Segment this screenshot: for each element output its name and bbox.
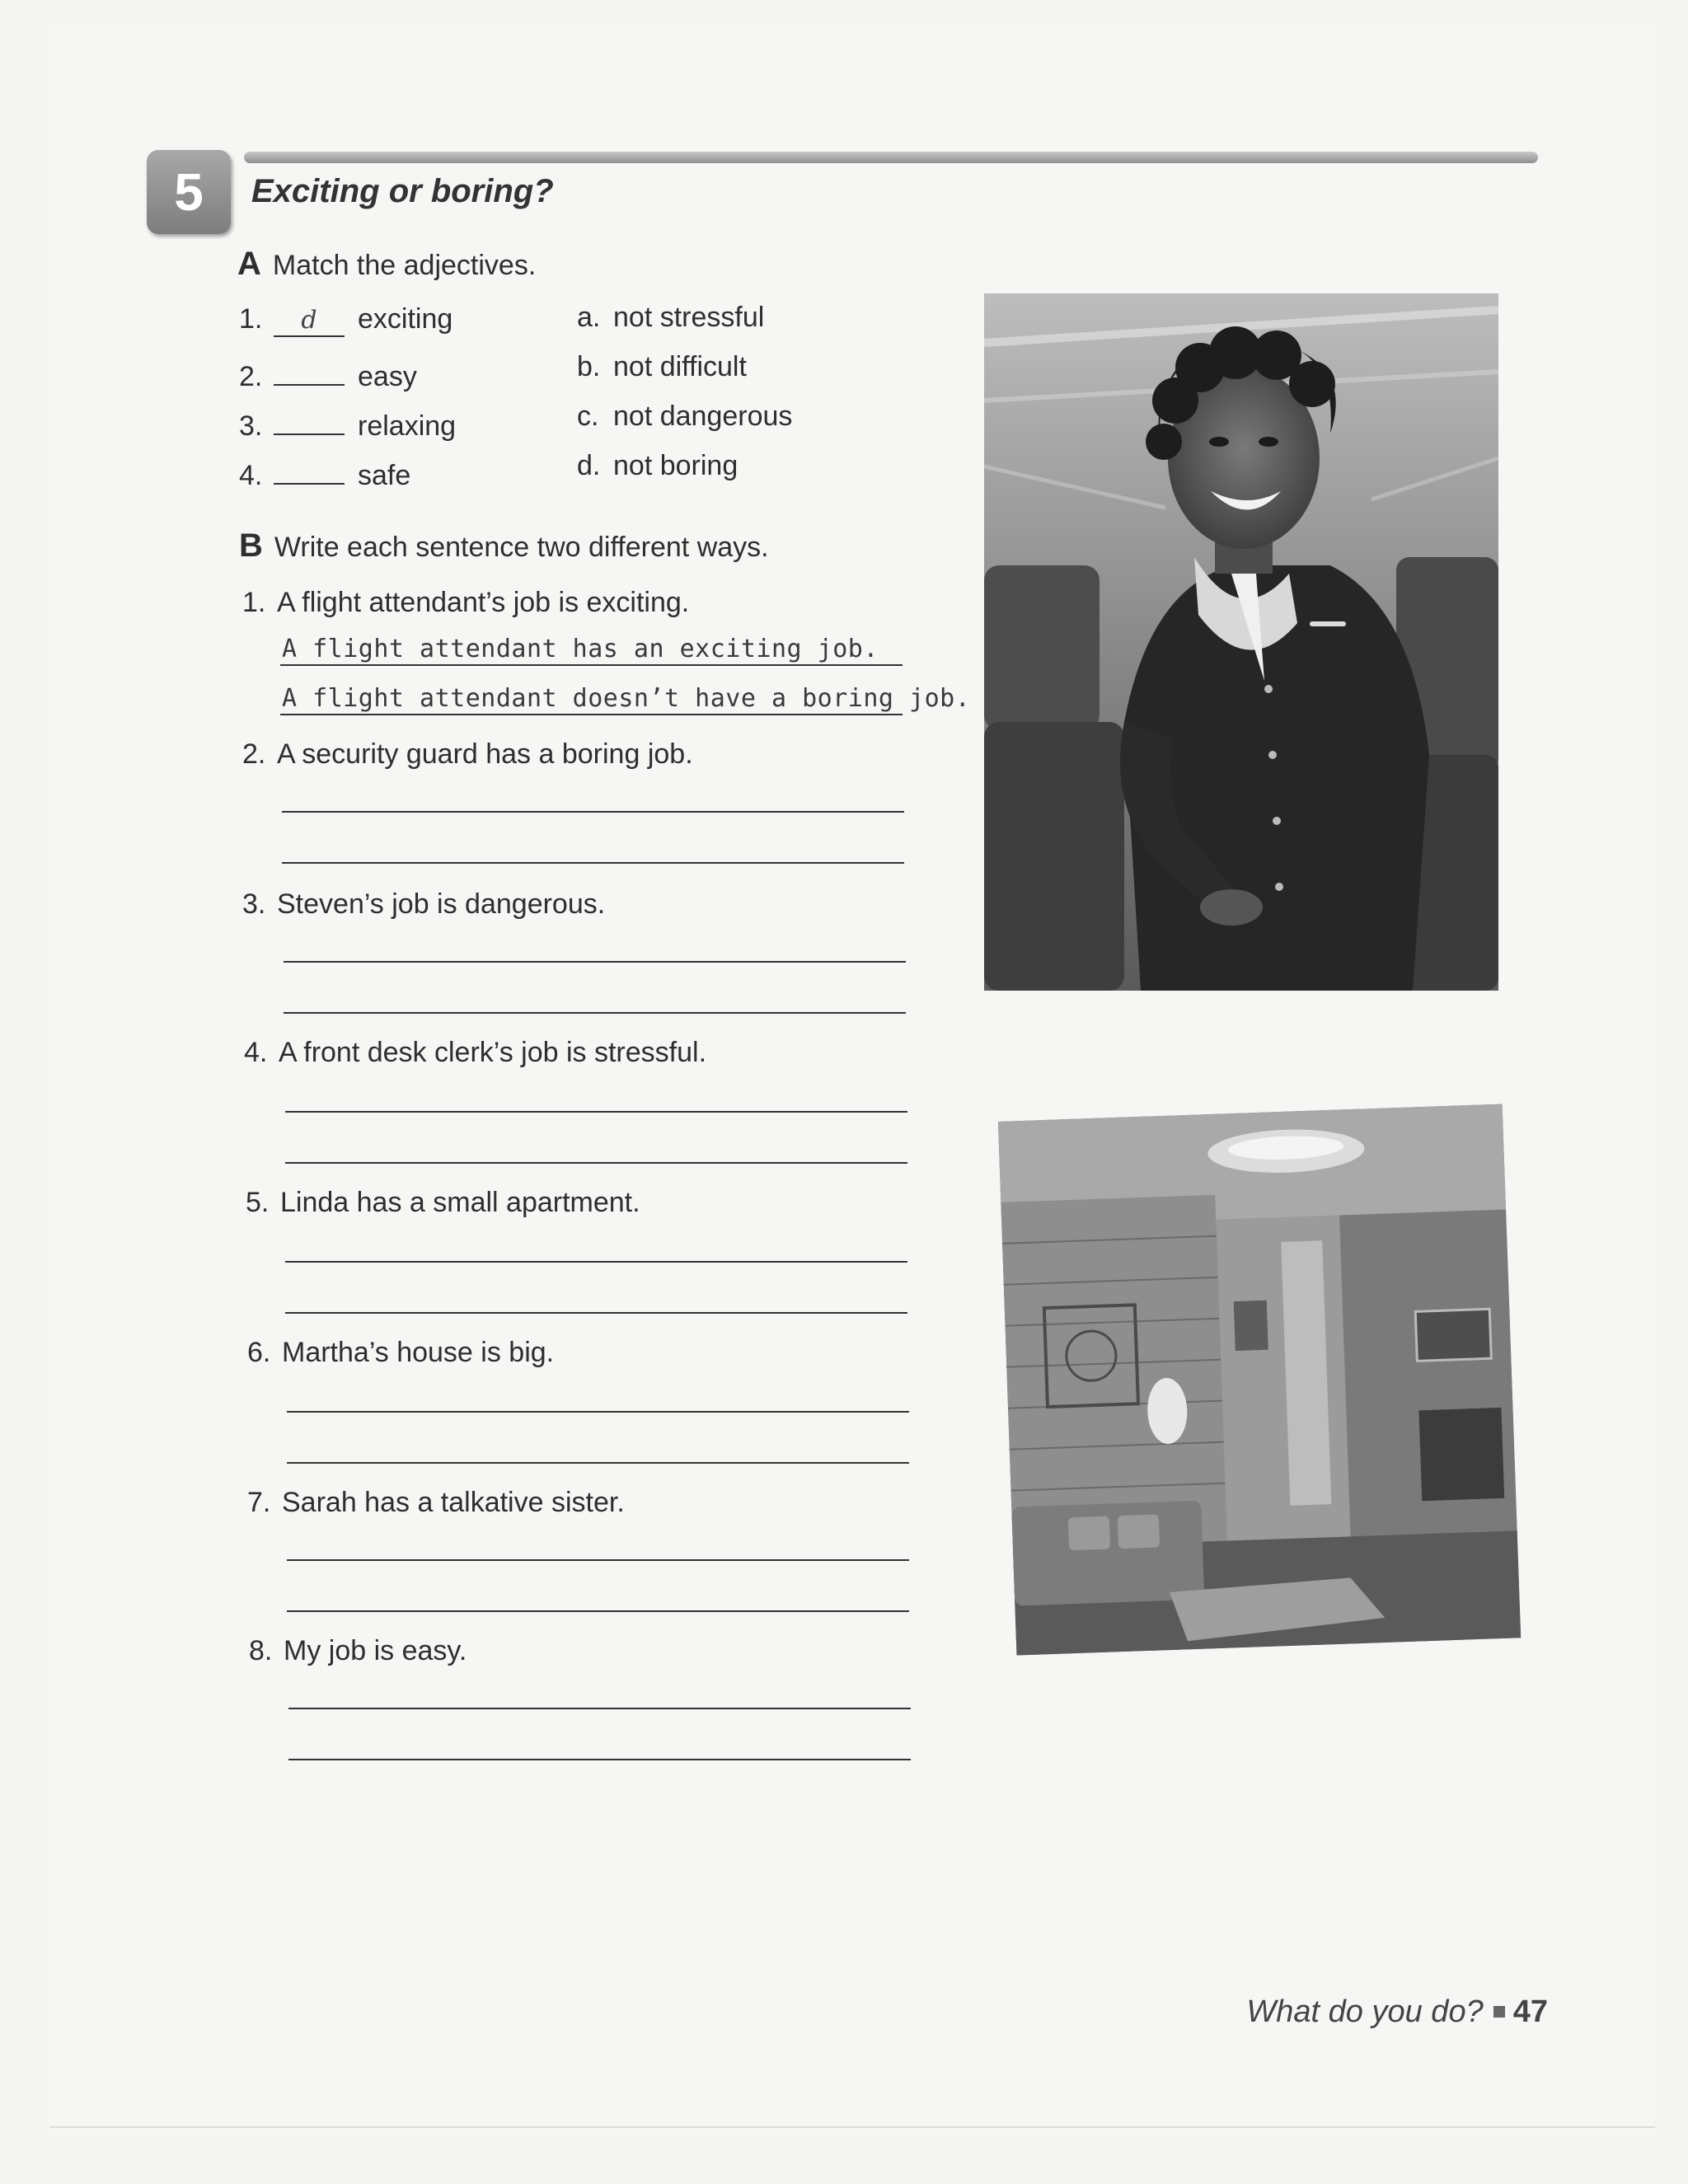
match-answer-blank[interactable]: d <box>274 306 345 337</box>
section-a-heading <box>237 246 536 283</box>
match-answer-blank[interactable] <box>274 453 345 485</box>
question-text: A front desk clerk’s job is stressful. <box>279 1037 707 1068</box>
match-answer-blank[interactable] <box>274 404 345 435</box>
page-number: 47 <box>1512 1994 1548 2029</box>
question-item: 2. A security guard has a boring job. <box>242 738 693 770</box>
answer-line[interactable] <box>288 1708 911 1709</box>
answer-line[interactable] <box>282 811 904 813</box>
question-text: Linda has a small apartment. <box>280 1187 640 1218</box>
question-text: Steven’s job is dangerous. <box>277 888 606 920</box>
exercise-number: 5 <box>174 162 204 222</box>
match-word: easy <box>358 361 417 392</box>
match-answer-blank[interactable] <box>274 354 345 386</box>
question-item: 7. Sarah has a talkative sister. <box>247 1487 625 1518</box>
answer-line[interactable] <box>280 714 903 715</box>
answer-line[interactable] <box>288 1759 911 1760</box>
match-word: relaxing <box>358 410 457 442</box>
match-item: 1. d exciting <box>239 303 452 337</box>
question-text: A security guard has a boring job. <box>277 738 693 770</box>
match-option: d. not boring <box>577 450 738 481</box>
question-text: A flight attendant’s job is exciting. <box>277 587 690 618</box>
section-b-letter: B <box>239 527 263 564</box>
section-b-instruction: Write each sentence two different ways. <box>274 532 769 563</box>
match-word: safe <box>358 460 411 491</box>
question-item: 5. Linda has a small apartment. <box>246 1187 640 1218</box>
question-item: 3. Steven’s job is dangerous. <box>242 888 606 920</box>
answer-line[interactable] <box>285 1312 907 1314</box>
header-rule <box>244 152 1538 163</box>
apartment-interior-photo <box>989 1094 1533 1663</box>
bottom-rule <box>49 2126 1655 2128</box>
footer-square-icon <box>1493 2006 1505 2018</box>
page-footer <box>1246 1994 1548 2030</box>
match-option: a. not stressful <box>577 302 765 333</box>
flight-attendant-photo <box>984 293 1498 991</box>
match-item: 4. safe <box>239 453 410 492</box>
answer-line[interactable] <box>285 1162 907 1164</box>
exercise-title: Exciting or boring? <box>251 173 554 209</box>
answer-line[interactable] <box>287 1462 909 1464</box>
match-item: 3. relaxing <box>239 404 456 443</box>
section-a-letter: A <box>237 246 261 282</box>
question-text: My job is easy. <box>284 1635 467 1666</box>
answer-text: A flight attendant has an exciting job. <box>282 635 879 663</box>
question-item: 1. A flight attendant’s job is exciting. <box>242 587 690 618</box>
answer-line[interactable] <box>280 664 903 666</box>
answer-text: A flight attendant doesn’t have a boring job. <box>282 684 971 713</box>
footer-unit-title: What do you do? <box>1246 1994 1484 2029</box>
answer-line[interactable] <box>287 1559 909 1561</box>
answer-line[interactable] <box>284 961 906 963</box>
match-item: 2. easy <box>239 354 417 393</box>
section-b-heading <box>239 527 769 565</box>
answer-line[interactable] <box>284 1012 906 1014</box>
answer-line[interactable] <box>282 862 904 864</box>
match-option: c. not dangerous <box>577 401 793 432</box>
answer-line[interactable] <box>287 1610 909 1612</box>
question-item: 6. Martha’s house is big. <box>247 1337 555 1368</box>
match-option: b. not difficult <box>577 351 747 382</box>
match-word: exciting <box>358 303 453 335</box>
exercise-number-badge <box>147 150 231 234</box>
question-text: Sarah has a talkative sister. <box>282 1487 625 1518</box>
question-item: 4. A front desk clerk’s job is stressful. <box>244 1037 707 1068</box>
answer-line[interactable] <box>287 1411 909 1413</box>
section-a-instruction: Match the adjectives. <box>272 250 537 281</box>
answer-line[interactable] <box>285 1261 907 1263</box>
question-item: 8. My job is easy. <box>249 1635 467 1666</box>
answer-line[interactable] <box>285 1111 907 1113</box>
question-text: Martha’s house is big. <box>282 1337 555 1368</box>
